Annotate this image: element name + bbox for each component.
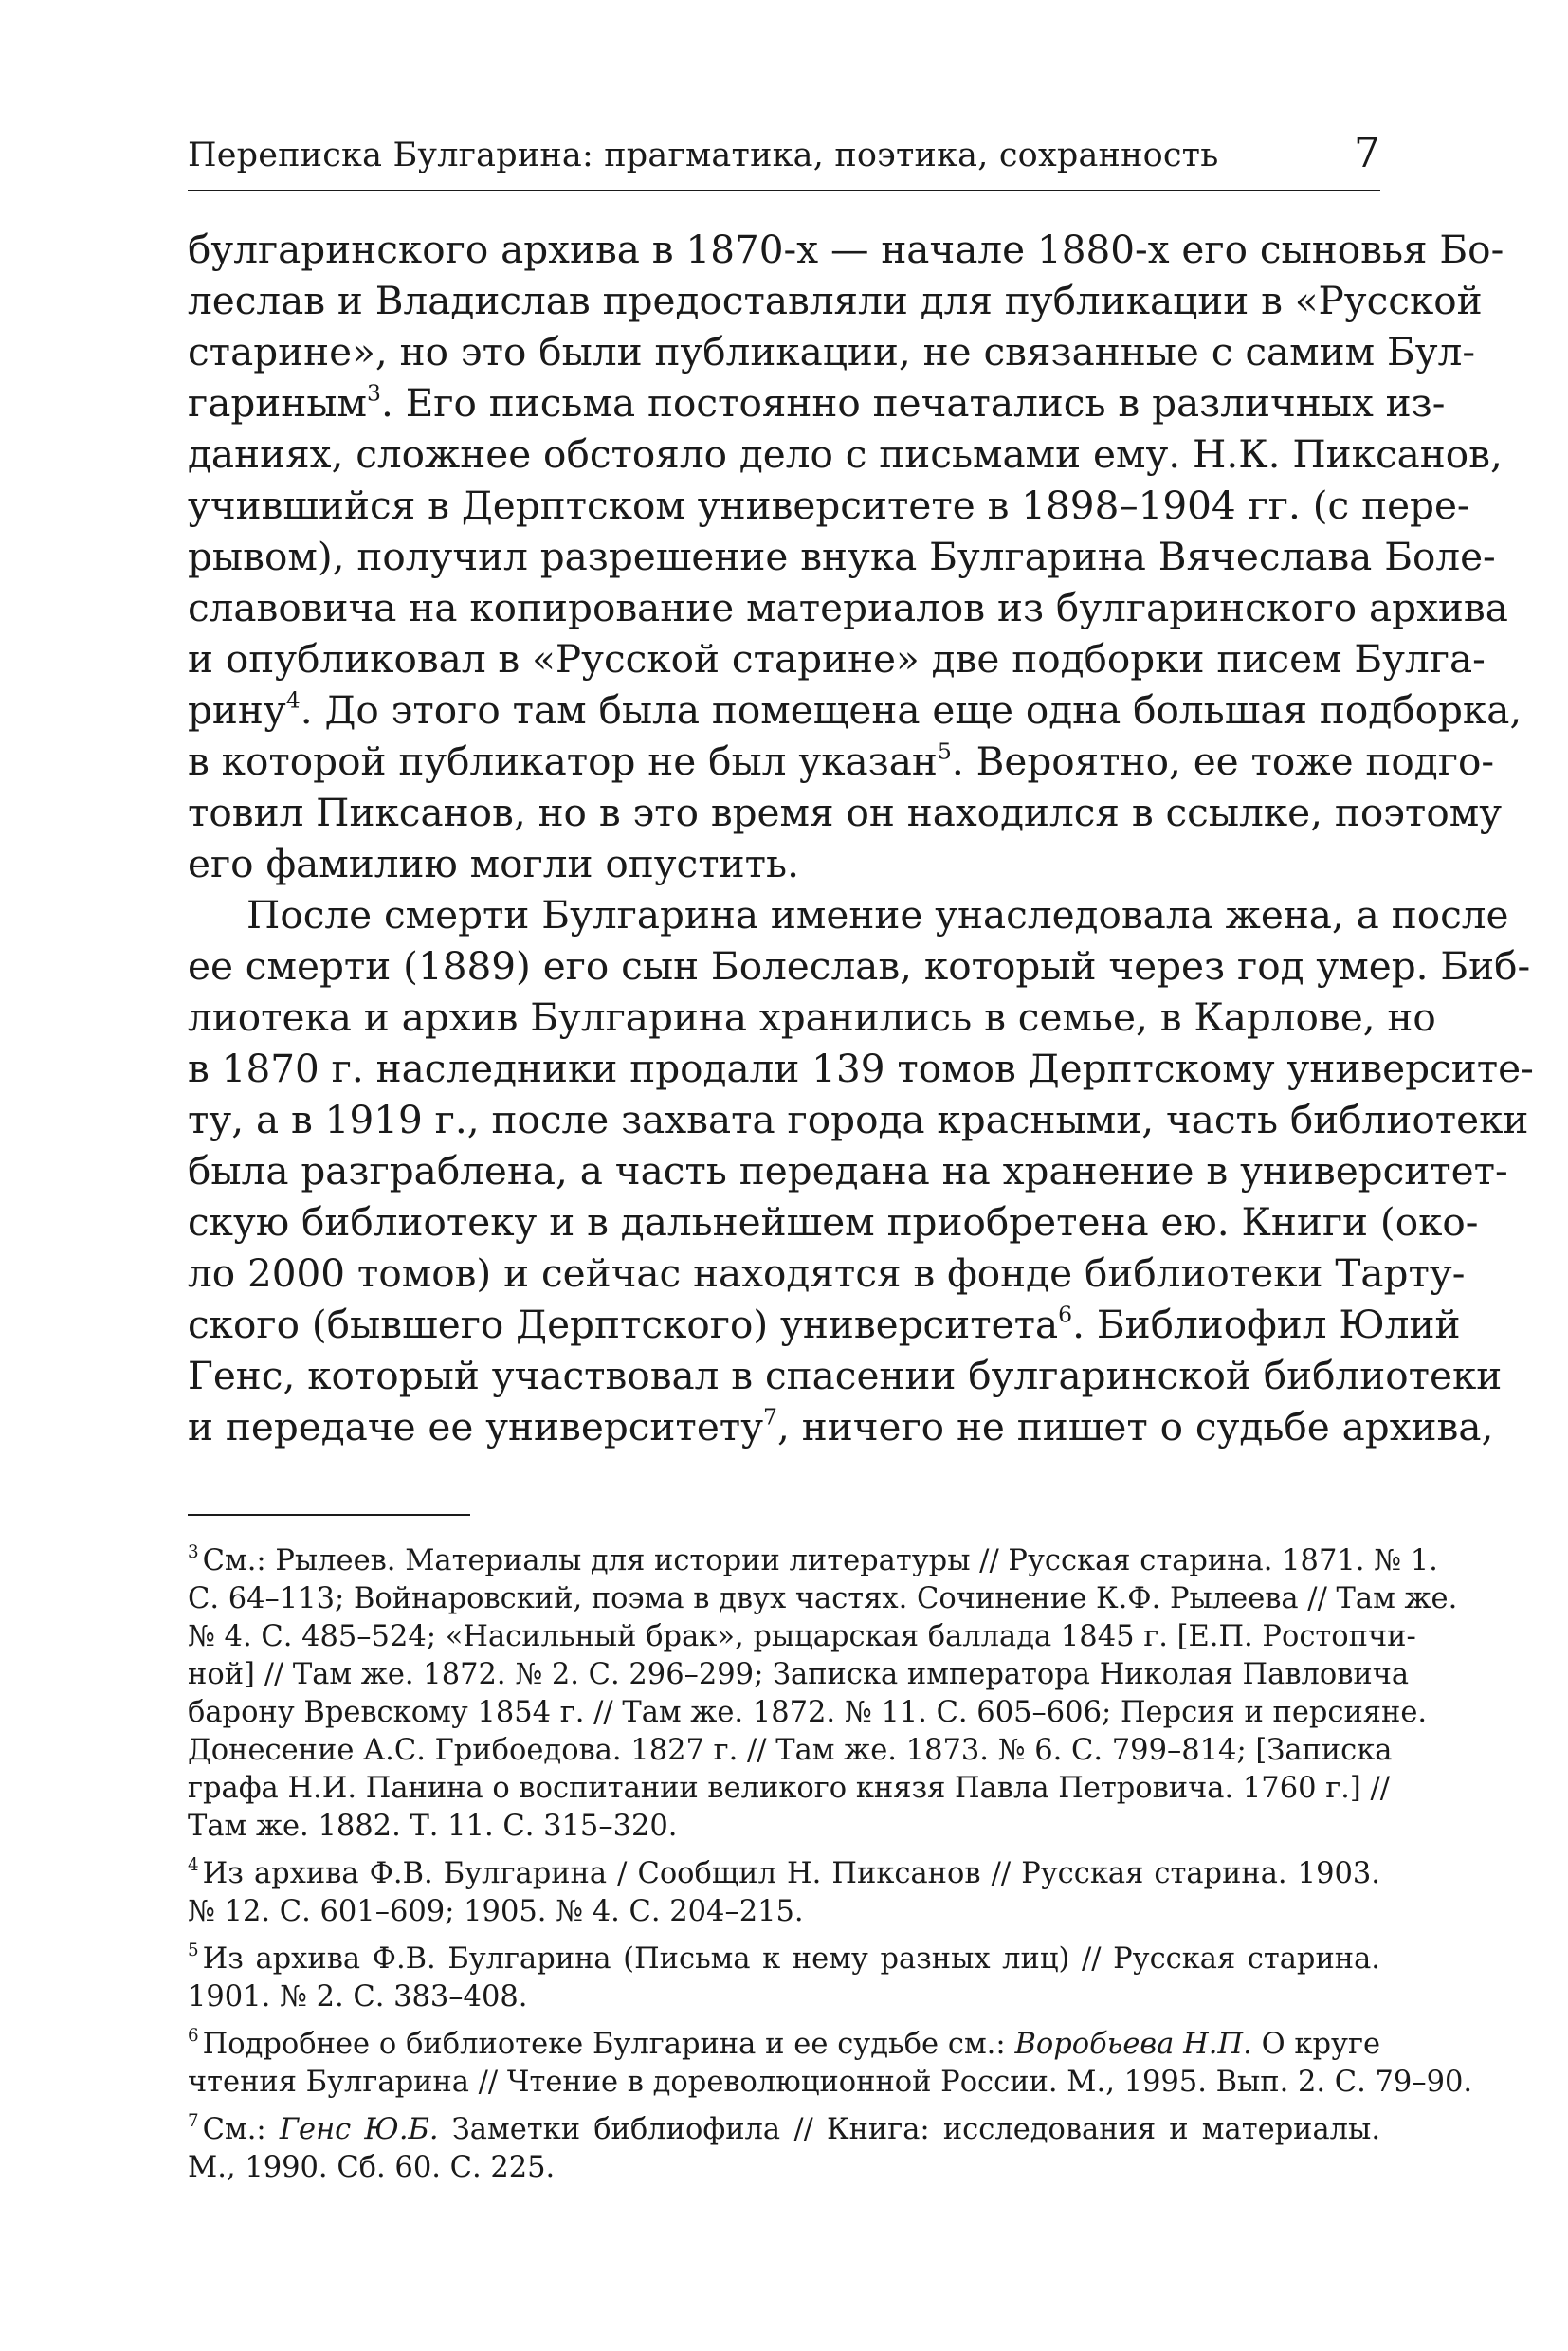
footnote-line: барону Вревскому 1854 г. // Там же. 1872. № 11. С. 605–606; Персия и персияне. (188, 1696, 1428, 1729)
footnote-ref-4[interactable]: 4 (285, 686, 301, 714)
footnote-ref-3[interactable]: 3 (367, 379, 381, 407)
text-line: После смерти Булгарина имение унаследовала жена, а после (246, 892, 1509, 938)
text-line: скую библиотеку и в дальнейшем приобретена ею. Книги (око- (188, 1199, 1479, 1245)
text-line: рину$^4$. До этого там была помещена еще одна большая подборка, (188, 686, 1522, 733)
text-line: рывом), получил разрешение внука Булгарина Вячеслава Боле- (188, 534, 1496, 579)
text-line: была разграблена, а часть передана на хранение в университет- (188, 1148, 1508, 1194)
footnote-number: 3 (188, 1542, 199, 1563)
footnote-ref-7[interactable]: 7 (763, 1403, 777, 1431)
footnote-line: № 12. С. 601–609; 1905. № 4. С. 204–215. (188, 1895, 804, 1928)
text-line: гариным$^3$. Его письма постоянно печатались в различных из- (188, 379, 1446, 426)
text-line: даниях, сложнее обстояло дело с письмами ему. Н.К. Пиксанов, (188, 431, 1503, 477)
footnote-line: $^6$ Подробнее о библиотеке Булгарина и ее судьбе см.: Воробьева Н.П. О круге (188, 2026, 1380, 2061)
footnote-number: 7 (188, 2111, 199, 2132)
footnote-number: 6 (188, 2026, 199, 2047)
footnote-line: $^5$ Из архива Ф.В. Булгарина (Письма к нему разных лиц) // Русская старина. (188, 1941, 1380, 1976)
footnote-ref-5[interactable]: 5 (937, 738, 952, 765)
footnote-line: М., 1990. Сб. 60. С. 225. (188, 2151, 556, 2184)
running-head-title: Переписка Булгарина: прагматика, поэтика, сохранность (188, 137, 1219, 174)
footnote-3 (188, 1542, 1458, 1846)
footnote-line: 1901. № 2. С. 383–408. (188, 1980, 528, 2014)
footnote-author: Воробьева Н.П. (1014, 2028, 1252, 2061)
page-number: 7 (1354, 129, 1380, 177)
text-line: славовича на копирование материалов из булгаринского архива (188, 585, 1508, 630)
footnote-line: Донесение А.С. Грибоедова. 1827 г. // Там же. 1873. № 6. С. 799–814; [Записка (188, 1734, 1393, 1767)
text-line: учившийся в Дерптском университете в 1898–1904 гг. (с пере- (188, 483, 1470, 528)
footnote-line: $^7$ См.: Генс Ю.Б. Заметки библиофила // Книга: исследования и материалы. (188, 2111, 1381, 2146)
text-line: ту, а в 1919 г., после захвата города красными, часть библиотеки (188, 1097, 1529, 1142)
text-line: булгаринского архива в 1870-х — начале 1880-х его сыновья Бо- (188, 227, 1504, 272)
text-line: и передаче ее университету$^7$, ничего не пишет о судьбе архива, (188, 1403, 1494, 1449)
text-line: ее смерти (1889) его сын Болеслав, который через год умер. Биб- (188, 943, 1531, 989)
text-line: старине», но это были публикации, не связанные с самим Бул- (188, 329, 1476, 374)
text-line: в 1870 г. наследники продали 139 томов Дерптскому университе- (188, 1046, 1534, 1091)
footnote-number: 5 (188, 1941, 199, 1961)
text-line: ского (бывшего Дерптского) университета$^6$. Библиофил Юлий (188, 1301, 1461, 1347)
footnote-line: графа Н.И. Панина о воспитании великого князя Павла Петровича. 1760 г.] // (188, 1772, 1391, 1805)
footnote-line: Там же. 1882. Т. 11. С. 315–320. (188, 1810, 678, 1843)
text-line: товил Пиксанов, но в это время он находился в ссылке, поэтому (188, 790, 1503, 835)
main-text (188, 224, 1534, 1452)
footnote-line: № 4. С. 485–524; «Насильный брак», рыцарская баллада 1845 г. [Е.П. Ростопчи- (188, 1620, 1416, 1653)
footnote-7 (188, 2111, 1380, 2187)
footnote-ref-6[interactable]: 6 (1058, 1301, 1073, 1328)
footnote-4 (188, 1855, 1380, 1931)
text-line: Генс, который участвовал в спасении булгаринской библиотеки (188, 1353, 1503, 1398)
footnote-line: С. 64–113; Войнаровский, поэма в двух частях. Сочинение К.Ф. Рылеева // Там же. (188, 1582, 1458, 1615)
footnote-5 (188, 1941, 1380, 2016)
text-line: леслав и Владислав предоставляли для публикации в «Русской (188, 278, 1483, 323)
footnote-line: $^3$ См.: Рылеев. Материалы для истории литературы // Русская старина. 1871. № 1. (188, 1542, 1438, 1577)
text-line: лиотека и архив Булгарина хранились в семье, в Карлове, но (188, 994, 1436, 1040)
footnote-6 (188, 2026, 1473, 2102)
running-head (188, 129, 1380, 191)
text-line: его фамилию могли опустить. (188, 841, 799, 886)
footnote-line: $^4$ Из архива Ф.В. Булгарина / Сообщил Н. Пиксанов // Русская старина. 1903. (188, 1855, 1380, 1890)
footnote-number: 4 (188, 1855, 199, 1876)
text-line: и опубликовал в «Русской старине» две подборки писем Булга- (188, 636, 1486, 682)
text-line: ло 2000 томов) и сейчас находятся в фонде библиотеки Тарту- (188, 1250, 1466, 1296)
footnote-line: чтения Булгарина // Чтение в дореволюционной России. М., 1995. Вып. 2. С. 79–90. (188, 2066, 1473, 2099)
footnote-line: ной] // Там же. 1872. № 2. С. 296–299; Записка императора Николая Павловича (188, 1658, 1410, 1691)
text-line: в которой публикатор не был указан$^5$. Вероятно, ее тоже подго- (188, 738, 1495, 784)
footnotes (188, 1542, 1473, 2187)
footnote-separator (188, 1514, 470, 1516)
footnote-author: Генс Ю.Б. (279, 2113, 439, 2146)
